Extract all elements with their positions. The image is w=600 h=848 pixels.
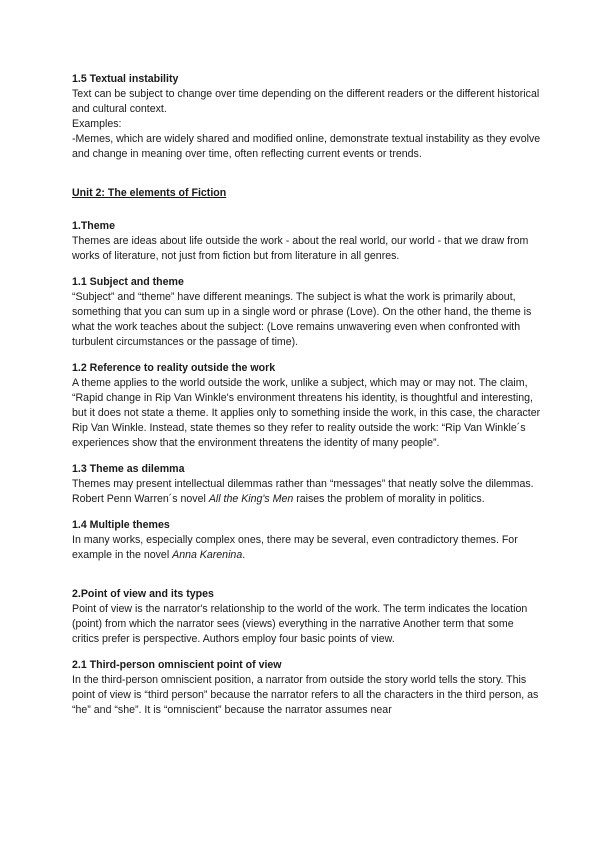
section-heading: 1.Theme	[72, 220, 115, 232]
body-text: In many works, especially complex ones, there may be several, even contradictory themes. For example in the novel	[72, 534, 518, 561]
section-body: Themes are ideas about life outside the work - about the real world, our world - that we draw from works of literature, not just from fiction but from literature in all genres.	[72, 235, 529, 262]
section-heading: 2.1 Third-person omniscient point of view	[72, 659, 282, 671]
document-page	[72, 72, 542, 718]
examples-label: Examples:	[72, 118, 122, 130]
section-heading: 1.2 Reference to reality outside the work	[72, 362, 276, 374]
section-heading: 1.1 Subject and theme	[72, 276, 184, 288]
section-body: Point of view is the narrator's relationship to the world of the work. The term indicates the location (point) from which the narrator sees (views) everything in the narrative Another term that some critics prefer is perspective. Authors employ four basic points of view.	[72, 603, 528, 645]
book-title: All the King's Men	[208, 493, 294, 505]
example-item: -Memes, which are widely shared and modified online, demonstrate textual instability as they evolve and change in meaning over time, often reflecting current events or trends.	[72, 133, 541, 160]
section-third-person-omniscient	[72, 658, 542, 718]
section-point-of-view	[72, 587, 542, 647]
body-text: raises the problem of morality in politics.	[293, 493, 485, 505]
body-text: .	[242, 549, 246, 561]
section-textual-instability	[72, 72, 542, 162]
section-heading: 1.3 Theme as dilemma	[72, 463, 185, 475]
section-reference-to-reality	[72, 361, 542, 451]
section-heading: 1.5 Textual instability	[72, 73, 179, 85]
body-text: Themes may present intellectual dilemmas rather than “messages” that neatly solve the dilemmas. Robert Penn Warren´s novel	[72, 478, 534, 505]
section-body	[72, 477, 542, 507]
section-body: “Subject” and “theme” have different meanings. The subject is what the work is primarily about, something that you can sum up in a single word or phrase (Love). On the other hand, the theme is what the work teaches about the subject: (Love remains unwavering even when confronted with turbulent circumstances or the passage of time).	[72, 291, 532, 348]
section-heading: 1.4 Multiple themes	[72, 519, 170, 531]
section-theme	[72, 219, 542, 264]
section-body: In the third-person omniscient position, a narrator from outside the story world tells the story. This point of view is “third person” because the narrator refers to all the characters in the third person, as “he” and “she”. It is “omniscient” because the narrator assumes near	[72, 674, 539, 716]
section-body	[72, 533, 542, 563]
section-body: A theme applies to the world outside the work, unlike a subject, which may or may not. The claim, “Rapid change in Rip Van Winkle's environment threatens his identity, is thoughtful and interesting, but it does not state a theme. It applies only to something inside the work, in this case, the character Rip Van Winkle. Instead, state themes so they refer to reality outside the work: “Rip Van Winkle´s experiences show that the environment threatens the identity of many people”.	[72, 377, 541, 449]
section-theme-as-dilemma	[72, 462, 542, 507]
section-multiple-themes	[72, 518, 542, 563]
section-heading: 2.Point of view and its types	[72, 588, 214, 600]
section-body: Text can be subject to change over time depending on the different readers or the different historical and cultural context.	[72, 88, 540, 115]
unit-title: Unit 2: The elements of Fiction	[72, 187, 227, 199]
section-subject-and-theme	[72, 275, 542, 350]
book-title: Anna Karenina	[172, 549, 243, 561]
